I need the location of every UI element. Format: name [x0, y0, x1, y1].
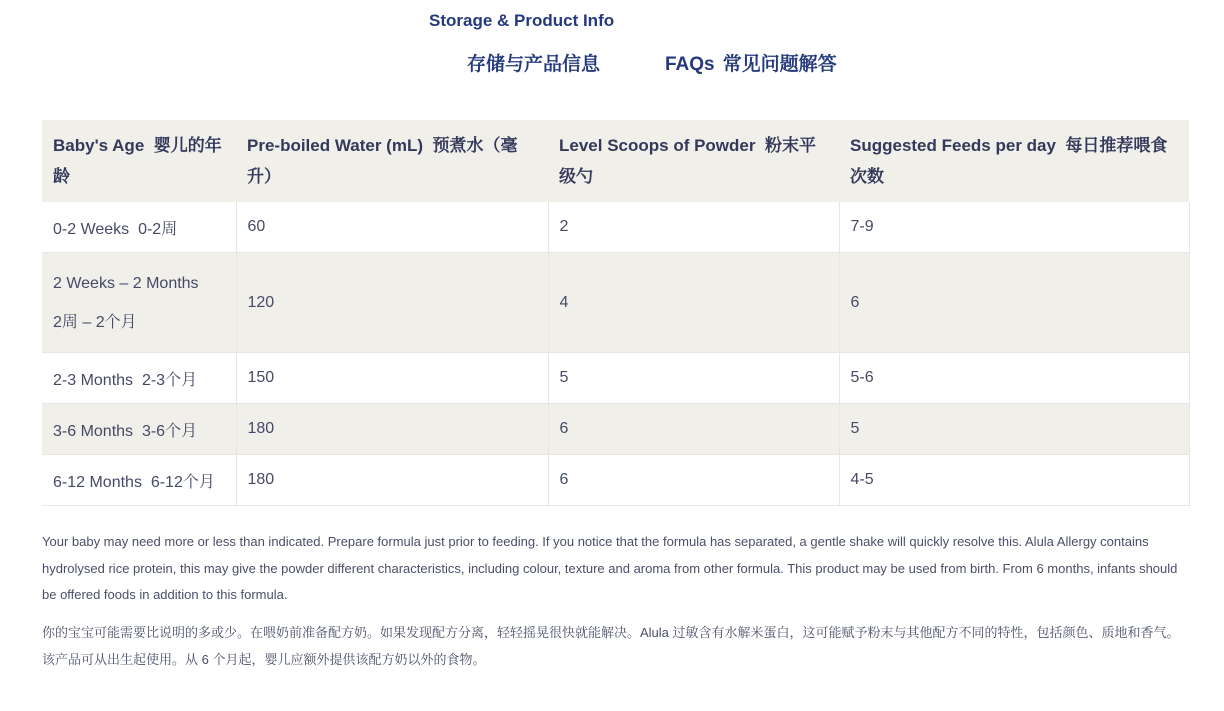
cell-scoops: 6 — [548, 455, 839, 506]
cell-feeds: 5 — [839, 404, 1189, 455]
age-en: 3-6 Months — [53, 422, 134, 440]
note-chinese: 你的宝宝可能需要比说明的多或少。在喂奶前准备配方奶。如果发现配方分离，轻轻摇晃很快就能解决。Alula 过敏含有水解米蛋白，这可能赋予粉末与其他配方不同的特性，包括颜色、质地和香气。该产品可从出生起使用。从 6 个月起，婴儿应额外提供该配方奶以外的食物。 — [42, 624, 1180, 667]
nav-link-faqs[interactable] — [665, 49, 837, 76]
cell-feeds: 5-6 — [839, 353, 1189, 404]
table-row — [42, 253, 1189, 353]
age-en: 0-2 Weeks — [53, 220, 130, 238]
header-level-scoops-en: Level Scoops of Powder — [559, 136, 756, 155]
age-cn: 3-6个月 — [141, 422, 198, 440]
nav-link-storage-product-info[interactable]: Storage & Product Info — [429, 11, 615, 30]
cell-age — [42, 353, 236, 404]
note-english: Your baby may need more or less than indicated. Prepare formula just prior to feeding. If you notice that the formula has separated, a gentle shake will quickly resolve this. Alula Allergy contains hydrolysed rice protein, this may give the powder different characteristics, including colour, texture and aroma from other formula. This product may be used from birth. From 6 months, infants should be offered foods in addition to this formula. — [42, 534, 1178, 602]
cell-age — [42, 202, 236, 253]
cell-scoops: 6 — [548, 404, 839, 455]
cell-water: 150 — [236, 353, 548, 404]
table-row — [42, 353, 1189, 404]
table-row — [42, 404, 1189, 455]
cell-age — [42, 455, 236, 506]
age-en: 6-12 Months — [53, 473, 142, 491]
header-babys-age-cn: 婴儿的年龄 — [53, 136, 222, 186]
header-pre-boiled-water-cn: 预煮水（毫升） — [247, 136, 518, 186]
table-row — [42, 202, 1189, 253]
top-navigation — [0, 0, 1224, 100]
cell-water: 180 — [236, 455, 548, 506]
cell-scoops: 4 — [548, 253, 839, 353]
header-level-scoops — [548, 120, 839, 202]
header-babys-age-en: Baby's Age — [53, 136, 145, 155]
cell-water: 60 — [236, 202, 548, 253]
cell-water: 120 — [236, 253, 548, 353]
header-suggested-feeds-cn: 每日推荐喂食次数 — [850, 136, 1168, 186]
age-cn: 0-2周 — [138, 220, 178, 238]
header-babys-age — [42, 120, 236, 202]
cell-feeds: 6 — [839, 253, 1189, 353]
age-cn: 2周 – 2个月 — [53, 313, 137, 331]
table-header-row — [42, 120, 1189, 202]
nav-link-faqs-label-cn: 常见问题解答 — [722, 54, 837, 75]
nav-link-faqs-label: FAQs — [665, 54, 715, 75]
cell-scoops: 2 — [548, 202, 839, 253]
feeding-guide-table — [42, 120, 1190, 506]
cell-feeds: 4-5 — [839, 455, 1189, 506]
cell-water: 180 — [236, 404, 548, 455]
cell-scoops: 5 — [548, 353, 839, 404]
table-row — [42, 455, 1189, 506]
nav-link-storage-product-info-cn[interactable]: 存储与产品信息 — [467, 54, 601, 75]
age-en: 2 Weeks – 2 Months — [53, 274, 199, 292]
header-pre-boiled-water-en: Pre-boiled Water (mL) — [247, 136, 423, 155]
cell-age — [42, 253, 236, 353]
header-suggested-feeds — [839, 120, 1189, 202]
age-en: 2-3 Months — [53, 371, 134, 389]
age-cn: 2-3个月 — [141, 371, 198, 389]
header-level-scoops-cn: 粉末平级勺 — [559, 136, 816, 186]
feeding-notes — [42, 529, 1182, 673]
header-suggested-feeds-en: Suggested Feeds per day — [850, 136, 1056, 155]
cell-age — [42, 404, 236, 455]
cell-feeds: 7-9 — [839, 202, 1189, 253]
age-cn: 6-12个月 — [150, 473, 215, 491]
header-pre-boiled-water — [236, 120, 548, 202]
